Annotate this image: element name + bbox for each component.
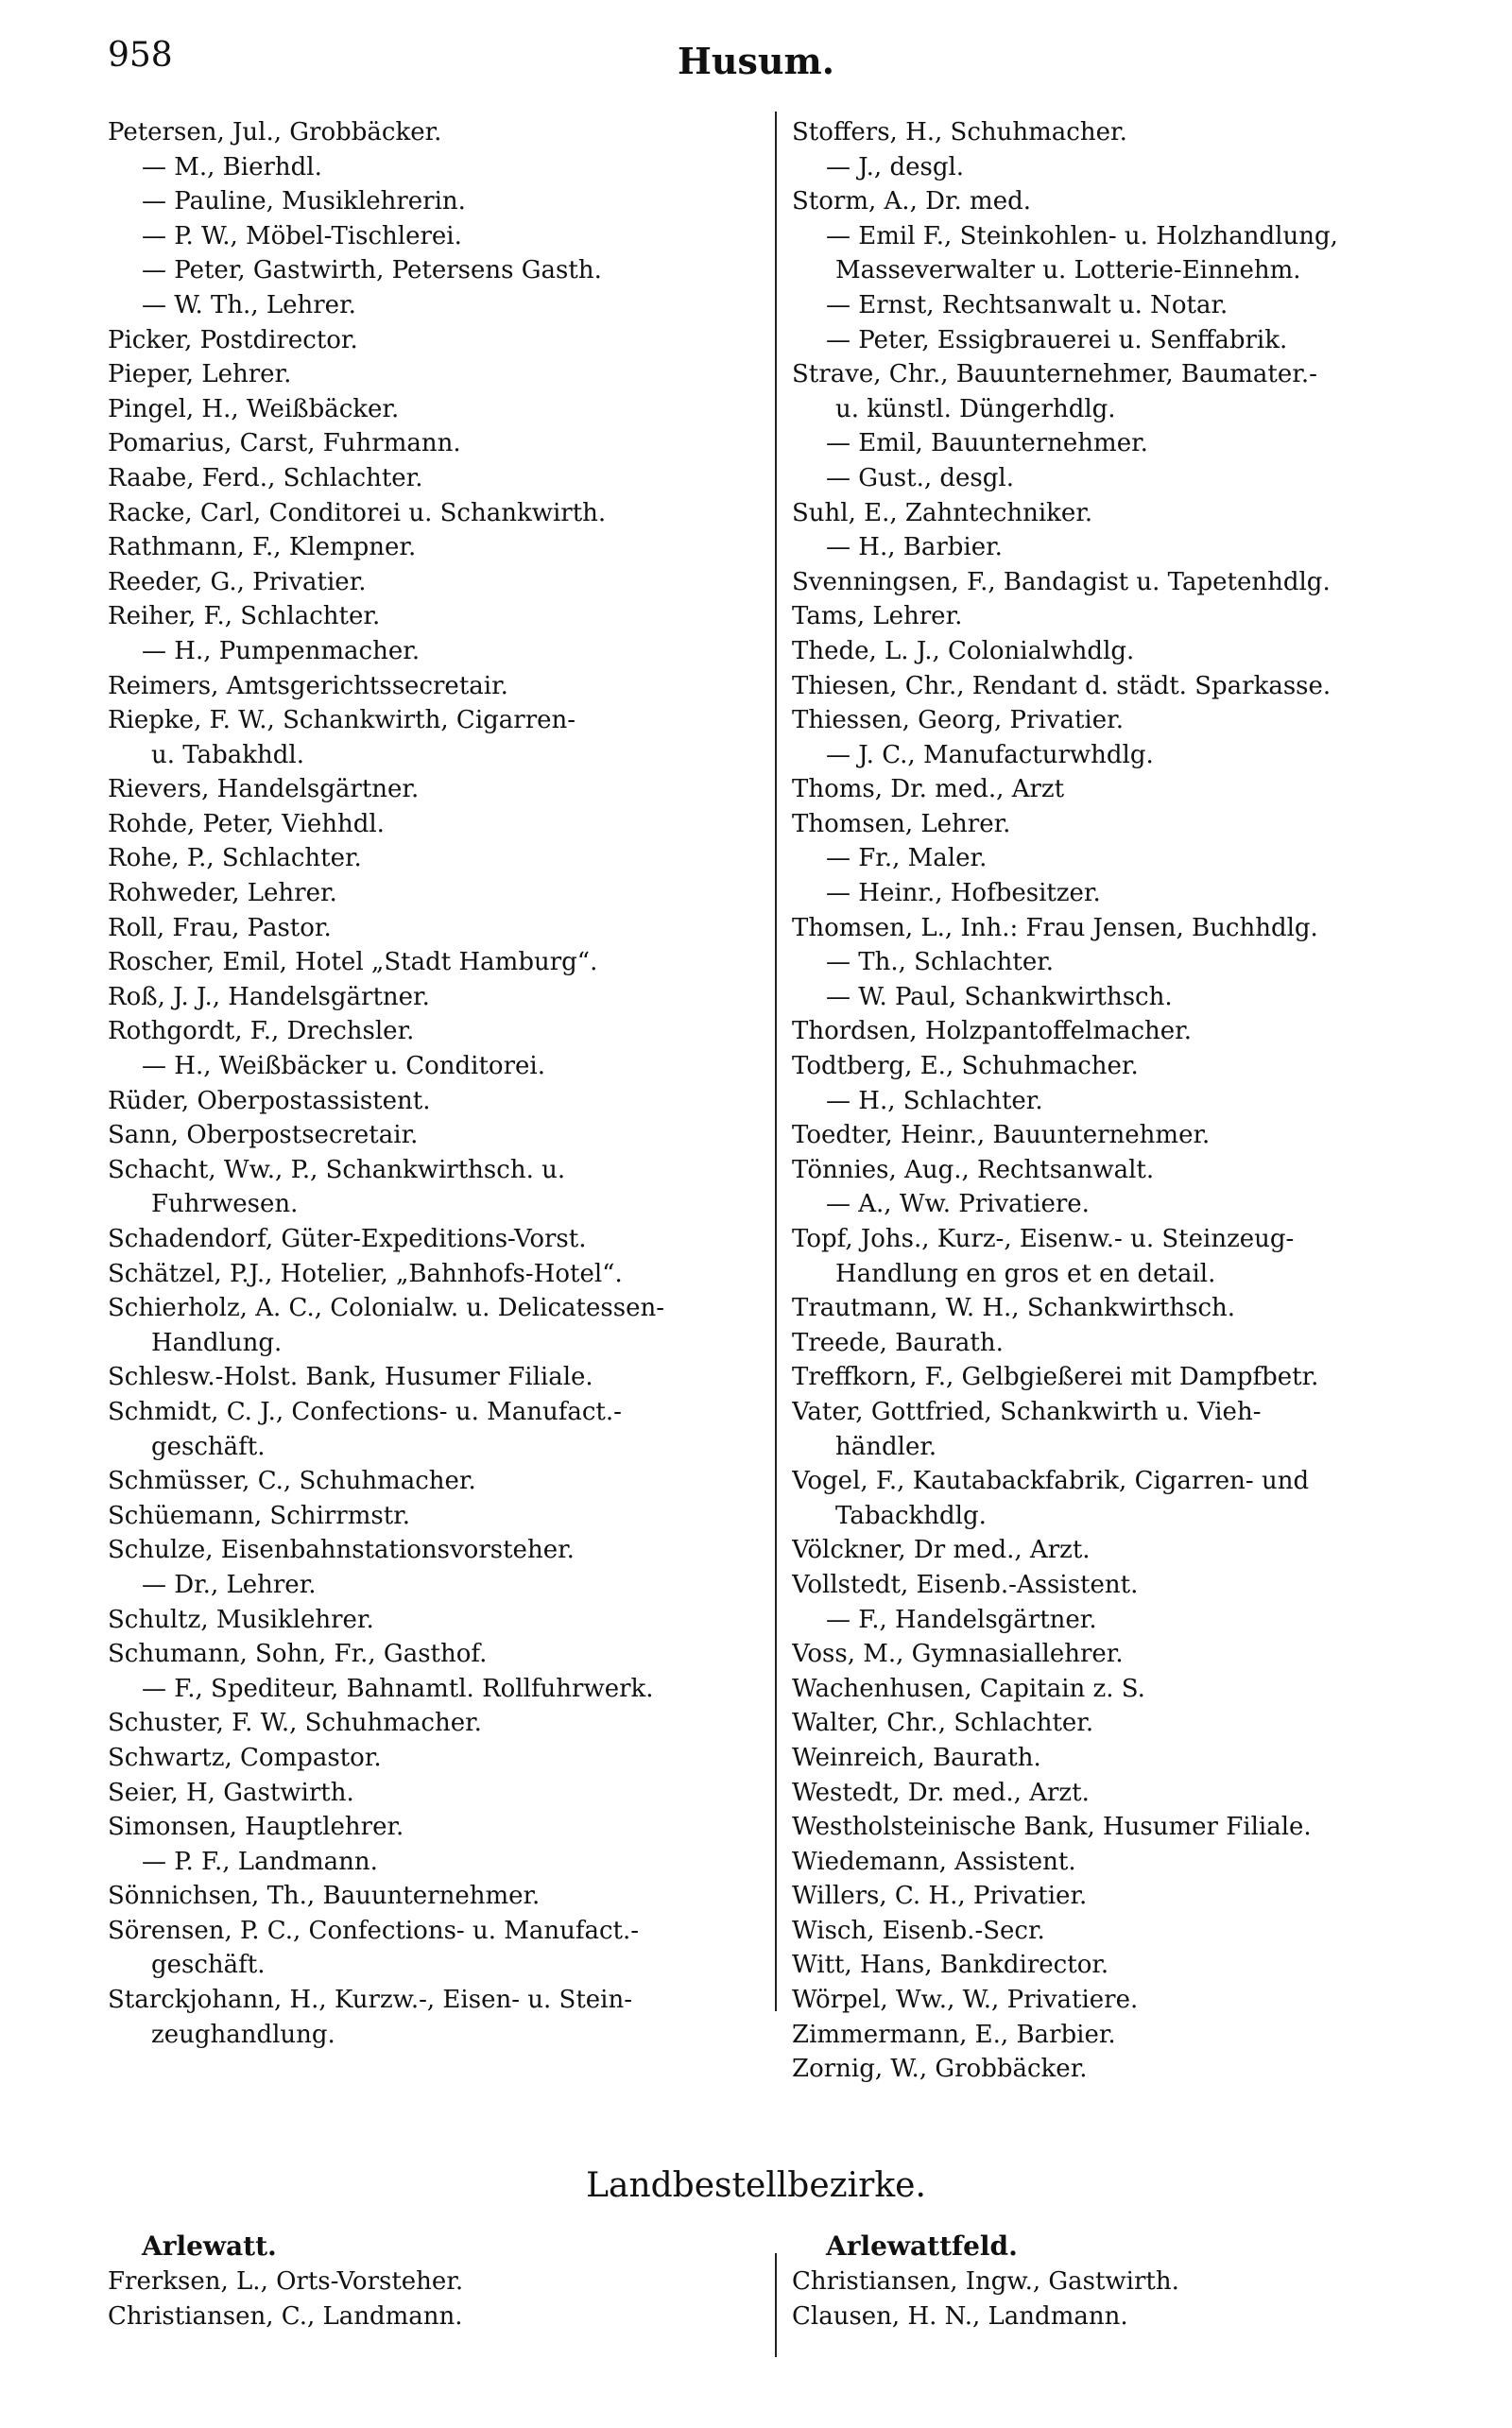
directory-entry: Weinreich, Baurath. (792, 1743, 1041, 1772)
page-number: 958 (108, 36, 173, 75)
directory-entry: Schätzel, P.J., Hotelier, „Bahnhofs-Hotel“. (108, 1259, 623, 1288)
directory-entry: Reiher, F., Schlachter. (108, 602, 381, 631)
directory-entry: u. künstl. Düngerhdlg. (835, 394, 1116, 423)
directory-entry: Masseverwalter u. Lotterie-Einnehm. (835, 256, 1301, 285)
directory-entry: Schulze, Eisenbahnstationsvorsteher. (108, 1536, 575, 1565)
directory-entry: Storm, A., Dr. med. (792, 187, 1031, 216)
directory-entry: Witt, Hans, Bankdirector. (792, 1951, 1109, 1980)
directory-entry: Rüder, Oberpostassistent. (108, 1086, 431, 1115)
directory-entry: Schacht, Ww., P., Schankwirthsch. u. (108, 1155, 566, 1184)
directory-entry: Reeder, G., Privatier. (108, 567, 367, 596)
directory-entry: — P. W., Möbel-Tischlerei. (142, 221, 462, 250)
directory-entry: Suhl, E., Zahntechniker. (792, 498, 1093, 527)
directory-entry: Treffkorn, F., Gelbgießerei mit Dampfbetr. (792, 1363, 1319, 1392)
directory-entry: Sörensen, P. C., Confections- u. Manufact.- (108, 1916, 640, 1945)
column-divider (775, 2253, 777, 2357)
directory-entry: — Th., Schlachter. (826, 948, 1055, 977)
directory-entry: Schadendorf, Güter-Expeditions-Vorst. (108, 1225, 587, 1253)
directory-entry: Schmidt, C. J., Confections- u. Manufact.- (108, 1397, 622, 1426)
directory-entry: Pomarius, Carst, Fuhrmann. (108, 429, 461, 458)
directory-entry: — F., Handelsgärtner. (826, 1605, 1097, 1634)
list-item: Christiansen, C., Landmann. (108, 2301, 463, 2331)
directory-entry: Toedter, Heinr., Bauunternehmer. (792, 1121, 1211, 1150)
section-title: Landbestellbezirke. (586, 2166, 926, 2205)
directory-entry: Rathmann, F., Klempner. (108, 533, 417, 562)
directory-entry: Rohweder, Lehrer. (108, 879, 337, 908)
district-heading: Arlewatt. (142, 2230, 277, 2262)
directory-entry: Schwartz, Compastor. (108, 1743, 382, 1772)
directory-entry: zeughandlung. (151, 2020, 335, 2049)
directory-entry: Topf, Johs., Kurz-, Eisenw.- u. Steinzeug- (792, 1225, 1295, 1253)
directory-entry: — H., Schlachter. (826, 1086, 1043, 1115)
directory-entry: Zimmermann, E., Barbier. (792, 2020, 1116, 2049)
directory-entry: — Emil F., Steinkohlen- u. Holzhandlung, (826, 221, 1338, 250)
directory-entry: Schierholz, A. C., Colonialw. u. Delicatessen- (108, 1294, 664, 1323)
directory-entry: — F., Spediteur, Bahnamtl. Rollfuhrwerk. (142, 1674, 654, 1703)
directory-entry: — Gust., desgl. (826, 463, 1014, 492)
directory-entry: Wachenhusen, Capitain z. S. (792, 1674, 1145, 1703)
directory-entry: — Dr., Lehrer. (142, 1570, 317, 1599)
district-arlewattfeld (792, 2229, 1453, 2333)
directory-entry: Roß, J. J., Handelsgärtner. (108, 982, 430, 1011)
directory-entry: Zornig, W., Grobbäcker. (792, 2055, 1088, 2084)
directory-entry: Sönnichsen, Th., Bauunternehmer. (108, 1882, 541, 1911)
directory-entry: — Pauline, Musiklehrerin. (142, 187, 466, 216)
directory-entry: Westholsteinische Bank, Husumer Filiale. (792, 1813, 1312, 1842)
directory-entry: — W. Paul, Schankwirthsch. (826, 982, 1173, 1011)
directory-entry: Starckjohann, H., Kurzw.-, Eisen- u. Stein- (108, 1986, 633, 2015)
district-heading: Arlewattfeld. (826, 2230, 1018, 2262)
directory-entry: Racke, Carl, Conditorei u. Schankwirth. (108, 498, 607, 527)
directory-entry: Wörpel, Ww., W., Privatiere. (792, 1986, 1139, 2015)
directory-entry: Rohde, Peter, Viehhdl. (108, 809, 385, 838)
directory-entry: — Heinr., Hofbesitzer. (826, 879, 1101, 908)
directory-entry: Schüemann, Schirrmstr. (108, 1501, 410, 1530)
directory-entry: Thiesen, Chr., Rendant d. städt. Sparkasse. (792, 671, 1332, 700)
directory-entry: — W. Th., Lehrer. (142, 290, 356, 319)
directory-entry: — Emil, Bauunternehmer. (826, 429, 1148, 458)
column-divider (775, 112, 777, 2011)
directory-entry: Schumann, Sohn, Fr., Gasthof. (108, 1640, 488, 1669)
directory-entry: Trautmann, W. H., Schankwirthsch. (792, 1294, 1236, 1323)
list-item: Frerksen, L., Orts-Vorsteher. (108, 2267, 464, 2296)
directory-entry: Petersen, Jul., Grobbäcker. (108, 118, 442, 146)
directory-entry: — Peter, Gastwirth, Petersens Gasth. (142, 256, 602, 285)
directory-entry: — H., Barbier. (826, 533, 1003, 562)
directory-entry: Schmüsser, C., Schuhmacher. (108, 1467, 476, 1496)
directory-entry: Handlung. (151, 1328, 283, 1357)
directory-entry: Voss, M., Gymnasiallehrer. (792, 1640, 1124, 1669)
directory-entry: Stoffers, H., Schuhmacher. (792, 118, 1127, 146)
directory-entry: Simonsen, Hauptlehrer. (108, 1813, 404, 1842)
directory-entry: — H., Pumpenmacher. (142, 636, 421, 665)
directory-entry: Seier, H, Gastwirth. (108, 1778, 354, 1807)
directory-entry: Schultz, Musiklehrer. (108, 1605, 374, 1634)
directory-entry: Willers, C. H., Privatier. (792, 1882, 1088, 1911)
directory-entry: — P. F., Landmann. (142, 1847, 378, 1876)
directory-entry: u. Tabakhdl. (151, 740, 304, 769)
directory-entry: Thede, L. J., Colonialwhdlg. (792, 636, 1135, 665)
directory-entry: Vollstedt, Eisenb.-Assistent. (792, 1570, 1139, 1599)
directory-entry: geschäft. (151, 1432, 266, 1461)
directory-entry: Rievers, Handelsgärtner. (108, 775, 420, 804)
directory-entry: Svenningsen, F., Bandagist u. Tapetenhdlg. (792, 567, 1331, 596)
directory-entry: Fuhrwesen. (151, 1190, 299, 1219)
directory-entry: Rothgordt, F., Drechsler. (108, 1017, 415, 1046)
directory-entry: händler. (835, 1432, 937, 1461)
directory-entry: Thiessen, Georg, Privatier. (792, 706, 1124, 735)
directory-entry: — Ernst, Rechtsanwalt u. Notar. (826, 290, 1228, 319)
directory-entry: Picker, Postdirector. (108, 325, 358, 354)
directory-entry: Handlung en gros et en detail. (835, 1259, 1216, 1288)
directory-entry: Thoms, Dr. med., Arzt (792, 775, 1065, 804)
page-title: Husum. (678, 40, 834, 82)
directory-entry: Roll, Frau, Pastor. (108, 913, 332, 942)
right-column (792, 115, 1453, 2087)
directory-entry: Pieper, Lehrer. (108, 360, 292, 389)
directory-entry: Walter, Chr., Schlachter. (792, 1709, 1094, 1738)
directory-entry: Riepke, F. W., Schankwirth, Cigarren- (108, 706, 576, 735)
directory-entry: Thomsen, Lehrer. (792, 809, 1011, 838)
directory-entry: Raabe, Ferd., Schlachter. (108, 463, 423, 492)
directory-entry: geschäft. (151, 1951, 266, 1980)
list-item: Christiansen, Ingw., Gastwirth. (792, 2267, 1179, 2296)
directory-entry: Todtberg, E., Schuhmacher. (792, 1052, 1139, 1081)
directory-entry: Tabackhdlg. (835, 1501, 987, 1530)
directory-entry: Westedt, Dr. med., Arzt. (792, 1778, 1090, 1807)
directory-entry: Sann, Oberpostsecretair. (108, 1121, 419, 1150)
directory-entry: Vogel, F., Kautabackfabrik, Cigarren- und (792, 1467, 1310, 1496)
directory-entry: — H., Weißbäcker u. Conditorei. (142, 1052, 545, 1081)
directory-entry: Thomsen, L., Inh.: Frau Jensen, Buchhdlg. (792, 913, 1318, 942)
directory-entry: Treede, Baurath. (792, 1328, 1004, 1357)
district-arlewatt (108, 2229, 769, 2333)
directory-entry: Wiedemann, Assistent. (792, 1847, 1076, 1876)
directory-entry: Schlesw.-Holst. Bank, Husumer Filiale. (108, 1363, 593, 1392)
directory-entry: — J. C., Manufacturwhdlg. (826, 740, 1154, 769)
directory-entry: Reimers, Amtsgerichtssecretair. (108, 671, 508, 700)
directory-entry: Wisch, Eisenb.-Secr. (792, 1916, 1045, 1945)
directory-entry: — M., Bierhdl. (142, 152, 322, 181)
directory-entry: Rohe, P., Schlachter. (108, 844, 362, 873)
directory-entry: Völckner, Dr med., Arzt. (792, 1536, 1091, 1565)
directory-entry: Tönnies, Aug., Rechtsanwalt. (792, 1155, 1155, 1184)
directory-entry: Strave, Chr., Bauunternehmer, Baumater.- (792, 360, 1317, 389)
directory-entry: Pingel, H., Weißbäcker. (108, 394, 400, 423)
directory-entry: Vater, Gottfried, Schankwirth u. Vieh- (792, 1397, 1262, 1426)
directory-entry: — Fr., Maler. (826, 844, 988, 873)
directory-entry: Tams, Lehrer. (792, 602, 963, 631)
directory-entry: — A., Ww. Privatiere. (826, 1190, 1090, 1219)
directory-entry: Roscher, Emil, Hotel „Stadt Hamburg“. (108, 948, 598, 977)
directory-entry: — J., desgl. (826, 152, 965, 181)
directory-entry: Schuster, F. W., Schuhmacher. (108, 1709, 482, 1738)
directory-entry: — Peter, Essigbrauerei u. Senffabrik. (826, 325, 1288, 354)
directory-entry: Thordsen, Holzpantoffelmacher. (792, 1017, 1193, 1046)
list-item: Clausen, H. N., Landmann. (792, 2301, 1128, 2331)
left-column (108, 115, 760, 2052)
